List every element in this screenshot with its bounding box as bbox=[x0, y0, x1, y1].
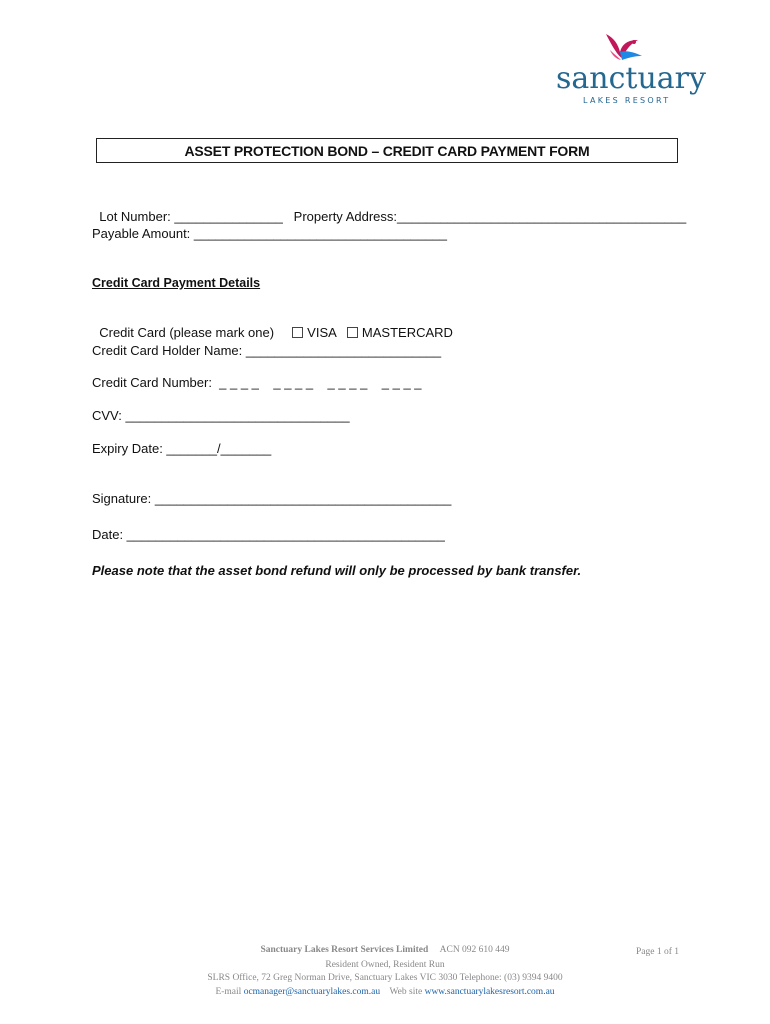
footer-web-link[interactable]: www.sanctuarylakesresort.com.au bbox=[424, 987, 555, 997]
footer-email-label: E-mail bbox=[215, 987, 242, 997]
card-holder-name-field[interactable]: Credit Card Holder Name: ___________________________ bbox=[92, 343, 442, 358]
mastercard-label: MASTERCARD bbox=[361, 325, 453, 340]
footer-acn: ACN 092 610 449 bbox=[439, 945, 510, 955]
footer-email-link[interactable]: ocmanager@sanctuarylakes.com.au bbox=[243, 987, 381, 997]
form-title: ASSET PROTECTION BOND – CREDIT CARD PAYMENT FORM bbox=[96, 138, 678, 163]
card-number-field[interactable]: Credit Card Number: _ _ _ _ _ _ _ _ _ _ _ _ _ _ _ _ bbox=[92, 375, 422, 390]
footer-tagline: Resident Owned, Resident Run bbox=[325, 960, 445, 970]
lot-property-row bbox=[92, 194, 686, 224]
credit-card-type-row bbox=[92, 310, 453, 340]
date-field[interactable]: Date: ____________________________________________ bbox=[92, 527, 445, 542]
signature-field[interactable]: Signature: _________________________________________ bbox=[92, 491, 452, 506]
logo-subtitle: LAKES RESORT bbox=[583, 96, 671, 105]
footer-contact-line bbox=[0, 987, 770, 997]
logo-wordmark: sanctuary bbox=[556, 61, 706, 96]
footer-company: Sanctuary Lakes Resort Services Limited bbox=[260, 945, 429, 955]
visa-label: VISA bbox=[307, 325, 337, 340]
mastercard-checkbox[interactable] bbox=[347, 327, 358, 338]
footer-address: SLRS Office, 72 Greg Norman Drive, Sanctuary Lakes VIC 3030 Telephone: (03) 9394 9400 bbox=[207, 973, 563, 983]
footer-web-label: Web site bbox=[389, 987, 423, 997]
section-heading: Credit Card Payment Details bbox=[92, 276, 261, 290]
sanctuary-lakes-logo bbox=[556, 30, 706, 110]
bank-transfer-note: Please note that the asset bond refund will only be processed by bank transfer. bbox=[92, 563, 582, 578]
visa-checkbox[interactable] bbox=[292, 327, 303, 338]
credit-card-type-label: Credit Card (please mark one) bbox=[99, 325, 275, 340]
page-number: Page 1 of 1 bbox=[636, 947, 680, 957]
cvv-field[interactable]: CVV: _______________________________ bbox=[92, 408, 350, 423]
payable-amount-field[interactable]: Payable Amount: ___________________________________ bbox=[92, 226, 447, 241]
lot-number-field[interactable]: Lot Number: _______________ bbox=[99, 209, 283, 224]
expiry-date-field[interactable]: Expiry Date: _______/_______ bbox=[92, 441, 272, 456]
property-address-field[interactable]: Property Address:________________________________________ bbox=[293, 209, 687, 224]
